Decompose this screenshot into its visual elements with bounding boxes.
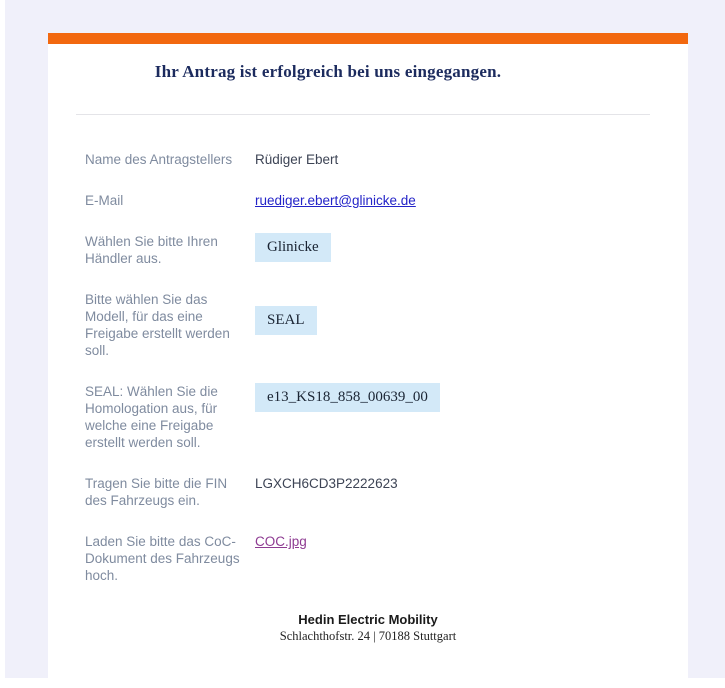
email-label: E-Mail	[85, 193, 124, 208]
coc-file-link[interactable]: COC.jpg	[255, 534, 307, 549]
form-summary	[48, 151, 688, 584]
row-model	[85, 291, 688, 359]
email-footer	[48, 612, 688, 644]
applicant-name-value: Rüdiger Ebert	[255, 152, 339, 167]
model-badge: SEAL	[255, 306, 317, 335]
homologation-badge: e13_KS18_858_00639_00	[255, 383, 440, 412]
homologation-label: SEAL: Wählen Sie die Homologation aus, für welche eine Freigabe erstellt werden soll.	[85, 384, 218, 450]
coc-label: Laden Sie bitte das CoC-Dokument des Fahrzeugs hoch.	[85, 534, 240, 583]
fin-value: LGXCH6CD3P2222623	[255, 476, 398, 491]
footer-company-name: Hedin Electric Mobility	[298, 612, 438, 627]
fin-label: Tragen Sie bitte die FIN des Fahrzeugs ein.	[85, 476, 228, 508]
footer-address: Schlachthofstr. 24 | 70188 Stuttgart	[279, 629, 457, 643]
row-homologation	[85, 383, 688, 451]
row-dealer	[85, 233, 688, 267]
applicant-name-label: Name des Antragstellers	[85, 152, 233, 167]
dealer-label: Wählen Sie bitte Ihren Händler aus.	[85, 234, 218, 266]
row-applicant-name	[85, 151, 688, 168]
row-email	[85, 192, 688, 209]
dealer-badge: Glinicke	[255, 233, 331, 262]
divider	[76, 114, 650, 115]
email-link[interactable]: ruediger.ebert@glinicke.de	[255, 193, 416, 208]
row-fin	[85, 475, 688, 509]
accent-bar	[48, 33, 688, 44]
model-label: Bitte wählen Sie das Modell, für das eine Freigabe erstellt werden soll.	[85, 292, 230, 358]
email-card	[48, 33, 688, 678]
confirmation-title: Ihr Antrag ist erfolgreich bei uns eingegangen.	[154, 62, 502, 81]
row-coc-document	[85, 533, 688, 584]
